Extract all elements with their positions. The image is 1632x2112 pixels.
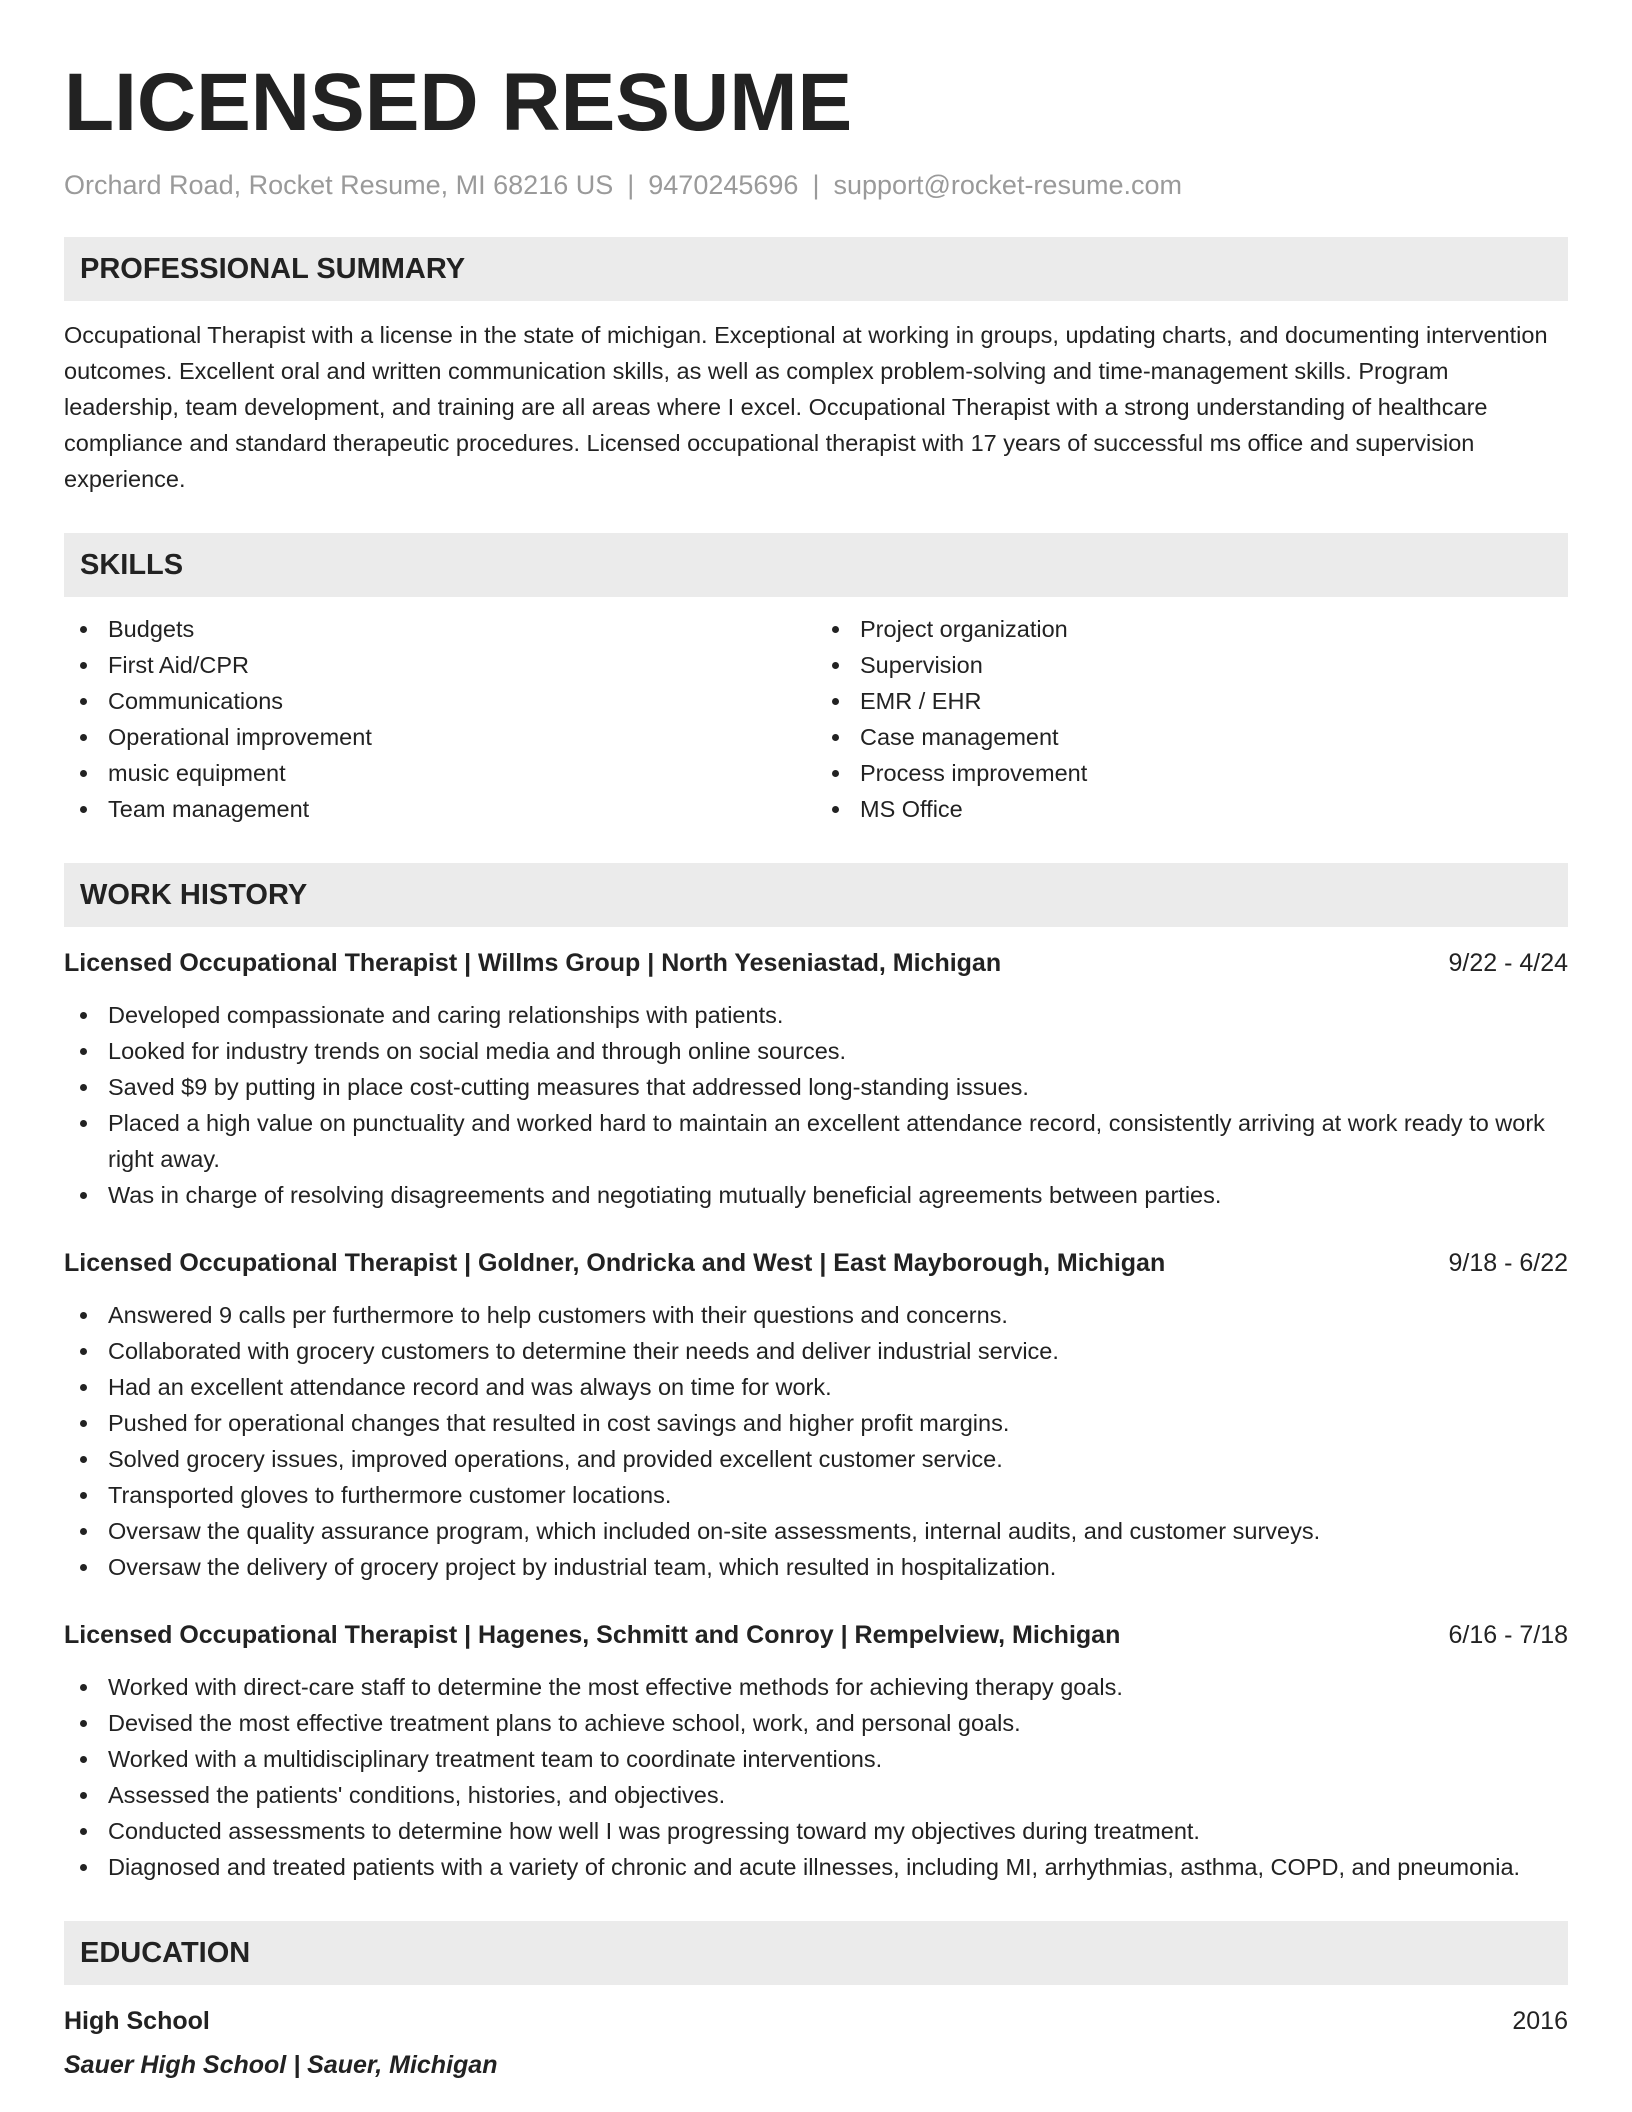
skills-section-header: SKILLS [64, 533, 1568, 597]
job-bullet: Devised the most effective treatment plans to achieve school, work, and personal goals. [64, 1705, 1568, 1741]
job-bullet: Had an excellent attendance record and was always on time for work. [64, 1369, 1568, 1405]
skill-item: music equipment [64, 755, 816, 791]
skill-item: Process improvement [816, 755, 1568, 791]
skills-column-right [816, 611, 1568, 827]
education-section-header: EDUCATION [64, 1921, 1568, 1985]
skill-item: Project organization [816, 611, 1568, 647]
job-entry [64, 1245, 1568, 1585]
education-heading [64, 2003, 1568, 2039]
skill-item: Case management [816, 719, 1568, 755]
job-bullet: Transported gloves to furthermore customer locations. [64, 1477, 1568, 1513]
contact-separator: | [627, 170, 635, 200]
skill-item: Operational improvement [64, 719, 816, 755]
job-bullets [64, 1669, 1568, 1885]
job-title: Licensed Occupational Therapist | Hagenes, Schmitt and Conroy | Rempelview, Michigan [64, 1621, 1121, 1649]
job-heading [64, 1617, 1568, 1653]
job-bullet: Was in charge of resolving disagreements and negotiating mutually beneficial agreements between parties. [64, 1177, 1568, 1213]
job-bullets [64, 997, 1568, 1213]
skills-list [64, 611, 1568, 827]
job-bullet: Placed a high value on punctuality and worked hard to maintain an excellent attendance record, consistently arriving at work ready to work right away. [64, 1105, 1568, 1177]
education-degree: High School [64, 2007, 210, 2035]
education-entry [64, 2003, 1568, 2083]
contact-address: Orchard Road, Rocket Resume, MI 68216 US [64, 170, 614, 200]
job-bullets [64, 1297, 1568, 1585]
contact-phone: 9470245696 [648, 170, 799, 200]
job-dates: 9/22 - 4/24 [1448, 949, 1568, 977]
skill-item: Communications [64, 683, 816, 719]
job-bullet: Looked for industry trends on social media and through online sources. [64, 1033, 1568, 1069]
job-title: Licensed Occupational Therapist | Goldner, Ondricka and West | East Mayborough, Michigan [64, 1249, 1166, 1277]
work-section-header: WORK HISTORY [64, 863, 1568, 927]
job-title: Licensed Occupational Therapist | Willms Group | North Yeseniastad, Michigan [64, 949, 1002, 977]
summary-section-header: PROFESSIONAL SUMMARY [64, 237, 1568, 301]
resume-title: LICENSED RESUME [64, 57, 853, 148]
skill-item: First Aid/CPR [64, 647, 816, 683]
job-entry [64, 945, 1568, 1213]
job-bullet: Diagnosed and treated patients with a variety of chronic and acute illnesses, including MI, arrhythmias, asthma, COPD, and pneumonia. [64, 1849, 1568, 1885]
job-bullet: Saved $9 by putting in place cost-cutting measures that addressed long-standing issues. [64, 1069, 1568, 1105]
summary-text: Occupational Therapist with a license in the state of michigan. Exceptional at working in groups, updating charts, and documenting intervention outcomes. Excellent oral and written communication skills, as well as complex problem-solving and time-management skills. Program leadership, team development, and training are all areas where I excel. Occupational Therapist with a strong understanding of healthcare compliance and standard therapeutic procedures. Licensed occupational therapist with 17 years of successful ms office and supervision experience. [64, 322, 1548, 492]
job-bullet: Developed compassionate and caring relationships with patients. [64, 997, 1568, 1033]
job-entry [64, 1617, 1568, 1885]
job-bullet: Worked with a multidisciplinary treatment team to coordinate interventions. [64, 1741, 1568, 1777]
contact-line [64, 170, 1568, 201]
skill-item: MS Office [816, 791, 1568, 827]
education-school: Sauer High School | Sauer, Michigan [64, 2051, 498, 2079]
job-heading [64, 1245, 1568, 1281]
job-dates: 9/18 - 6/22 [1448, 1249, 1568, 1277]
job-bullet: Worked with direct-care staff to determine the most effective methods for achieving therapy goals. [64, 1669, 1568, 1705]
job-bullet: Pushed for operational changes that resulted in cost savings and higher profit margins. [64, 1405, 1568, 1441]
contact-email: support@rocket-resume.com [833, 170, 1182, 200]
job-bullet: Answered 9 calls per furthermore to help customers with their questions and concerns. [64, 1297, 1568, 1333]
skill-item: Budgets [64, 611, 816, 647]
job-bullet: Collaborated with grocery customers to determine their needs and deliver industrial service. [64, 1333, 1568, 1369]
job-bullet: Oversaw the quality assurance program, which included on-site assessments, internal audits, and customer surveys. [64, 1513, 1568, 1549]
contact-separator: | [812, 170, 820, 200]
job-bullet: Oversaw the delivery of grocery project by industrial team, which resulted in hospitalization. [64, 1549, 1568, 1585]
skill-item: EMR / EHR [816, 683, 1568, 719]
skill-item: Team management [64, 791, 816, 827]
work-history-list [64, 945, 1568, 1885]
job-bullet: Conducted assessments to determine how well I was progressing toward my objectives during treatment. [64, 1813, 1568, 1849]
job-heading [64, 945, 1568, 981]
job-bullet: Solved grocery issues, improved operations, and provided excellent customer service. [64, 1441, 1568, 1477]
skills-column-left [64, 611, 816, 827]
skill-item: Supervision [816, 647, 1568, 683]
job-bullet: Assessed the patients' conditions, histories, and objectives. [64, 1777, 1568, 1813]
job-dates: 6/16 - 7/18 [1448, 1621, 1568, 1649]
education-year: 2016 [1512, 2007, 1568, 2035]
